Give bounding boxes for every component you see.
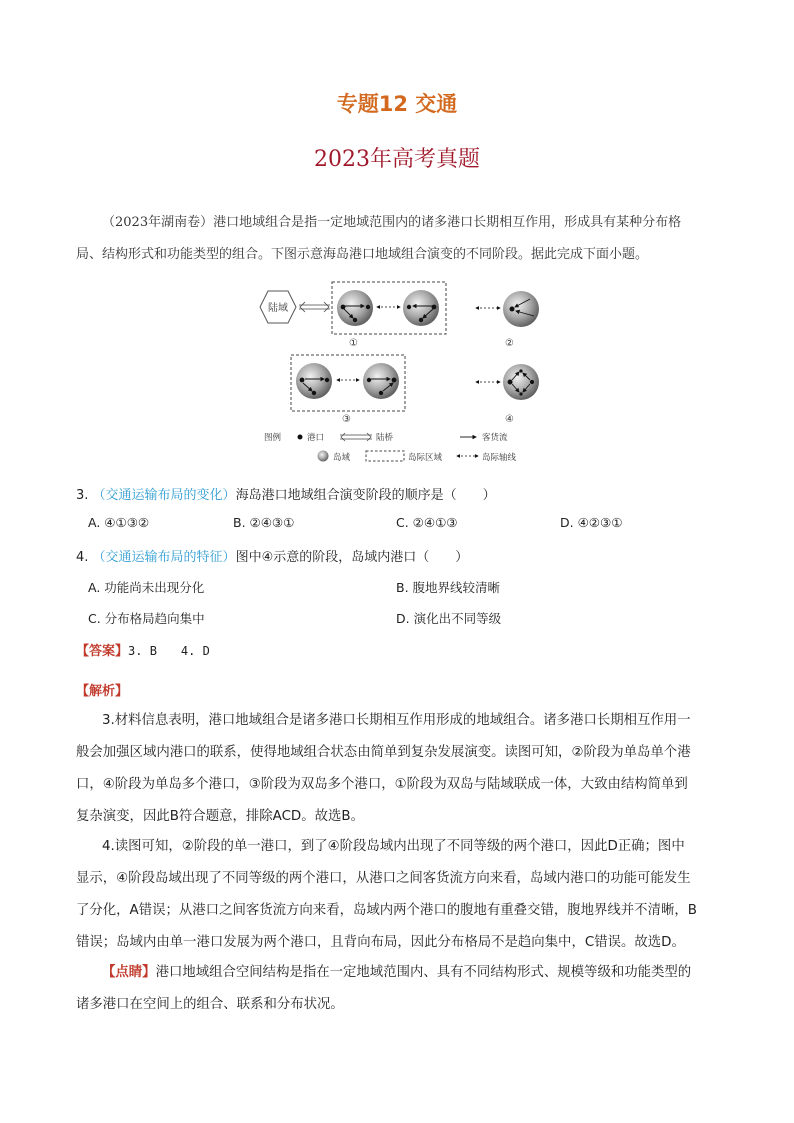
stage2-label: ② (505, 338, 514, 349)
legend-bridge: 陆桥 (376, 433, 394, 443)
tip-label: 【点睛】 (102, 965, 156, 980)
tip-paragraph (76, 957, 724, 1021)
intro-paragraph (76, 207, 724, 271)
stage2-port (510, 307, 515, 312)
q3-option-b[interactable]: B. ②④③① (233, 515, 295, 530)
analysis-p1-line-2: 般会加强区域内港口的联系，使得地域组合状态由简单到复杂发展演变。读图可知，②阶段为单岛单个港 (76, 745, 691, 760)
q4-option-d[interactable]: D. 演化出不同等级 (396, 611, 502, 626)
q3-option-d[interactable]: D. ④②③① (560, 515, 623, 530)
question-3-tag: （交通运输布局的变化） (92, 488, 236, 503)
analysis-paragraph-2 (76, 831, 724, 959)
legend-inter-island: 岛际区域 (408, 453, 443, 463)
stage4-label: ④ (505, 414, 514, 425)
legend-island-symbol (318, 451, 329, 462)
analysis-paragraph-1 (76, 705, 724, 833)
analysis-p1-line-4: 复杂演变，因此B符合题意，排除ACD。故选B。 (76, 809, 364, 824)
answer-text: 3. B 4. D (128, 644, 210, 658)
tip-line-1 (76, 957, 724, 989)
land-hexagon (260, 291, 296, 323)
answer-label: 【答案】 (76, 644, 129, 659)
legend-flow: 客货流 (482, 433, 508, 443)
analysis-p2-line-3: 了分化，A错误；从港口之间客货流方向来看，岛域内两个港口的腹地有重叠交错，腹地界线并不清晰，B (76, 903, 697, 918)
analysis-p2-line-2: 显示，④阶段岛域出现了不同等级的两个港口，从港口之间客货流方向来看，岛域内港口的功能可能发生 (76, 871, 691, 886)
tip-text-1: 港口地域组合空间结构是指在一定地域范围内、具有不同结构形式、规模等级和功能类型的 (155, 965, 692, 980)
legend-port-symbol (298, 435, 303, 440)
legend-inter-island-symbol (366, 451, 404, 461)
question-3-number: 3. (76, 488, 89, 503)
question-3 (76, 484, 496, 503)
tip-line-2: 诸多港口在空间上的组合、联系和分布状况。 (76, 997, 344, 1012)
stage3-label: ③ (342, 414, 351, 425)
land-bridge-symbol (299, 302, 330, 312)
question-4 (76, 546, 468, 565)
legend-axis: 岛际轴线 (482, 453, 517, 463)
q3-option-a[interactable]: A. ④①③② (88, 515, 150, 530)
q3-option-c[interactable]: C. ②④①③ (396, 515, 458, 530)
page-title: 专题12 交通 (336, 92, 458, 116)
legend-port: 港口 (307, 433, 325, 443)
legend-bridge-symbol (340, 433, 372, 441)
legend-island: 岛域 (333, 453, 351, 463)
analysis-p2-line-1: 4.读图可知，②阶段的单一港口，到了④阶段岛域内出现了不同等级的两个港口，因此D正确；图中 (102, 839, 685, 854)
page-subtitle: 2023年高考真题 (314, 147, 480, 172)
stage1-label: ① (349, 338, 358, 349)
intro-line-2: 局、结构形式和功能类型的组合。下图示意海岛港口地域组合演变的不同阶段。据此完成下面小题。 (76, 247, 649, 262)
analysis-p1-line-3: 口，④阶段为单岛多个港口，③阶段为双岛多个港口，①阶段为双岛与陆域联成一体，大致由结构简单到 (76, 777, 688, 792)
question-3-text: 海岛港口地域组合演变阶段的顺序是（ ） (235, 488, 496, 503)
question-4-number: 4. (76, 550, 89, 565)
port-evolution-figure (244, 276, 574, 468)
stage2-island (503, 291, 539, 327)
question-4-tag: （交通运输布局的特征） (92, 550, 236, 565)
legend-title: 图例 (264, 433, 282, 443)
analysis-label: 【解析】 (76, 684, 129, 699)
q4-option-a[interactable]: A. 功能尚未出现分化 (88, 580, 205, 595)
figure-legend (264, 432, 517, 463)
q4-option-c[interactable]: C. 分布格局趋向集中 (88, 611, 205, 626)
question-4-text: 图中④示意的阶段，岛域内港口（ ） (235, 550, 469, 565)
land-label: 陆域 (268, 303, 288, 314)
analysis-p2-line-4: 错误；岛域内由单一港口发展为两个港口，且背向布局，因此分布格局不是趋向集中，C错误。故选D。 (76, 935, 685, 950)
analysis-p1-line-1: 3.材料信息表明，港口地域组合是诸多港口长期相互作用形成的地域组合。诸多港口长期相互作用一 (102, 713, 691, 728)
intro-line-1: （2023年湖南卷）港口地域组合是指一定地域范围内的诸多港口长期相互作用，形成具有某种分布格 (102, 215, 682, 230)
q4-option-b[interactable]: B. 腹地界线较清晰 (396, 580, 501, 595)
answer-line (76, 640, 210, 659)
